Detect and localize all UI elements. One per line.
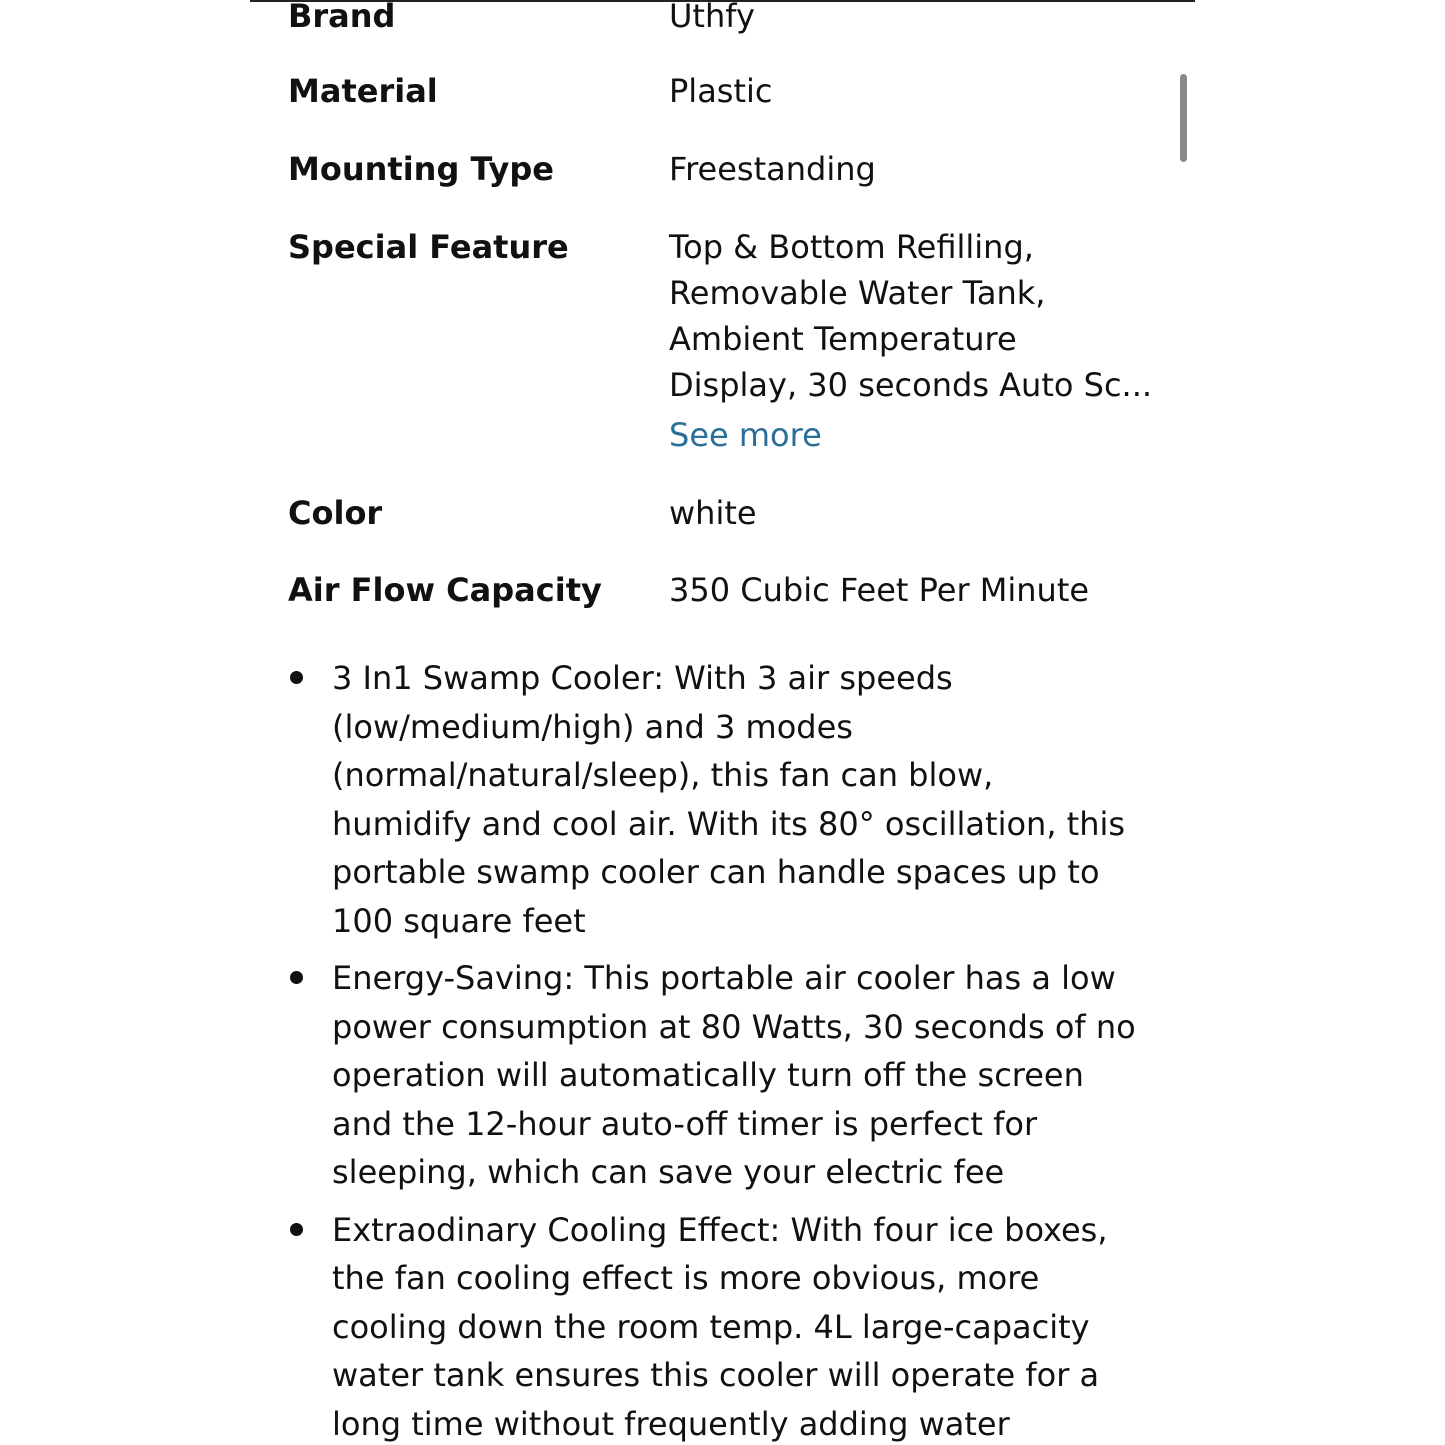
spec-label-brand: Brand bbox=[288, 0, 396, 35]
spec-value-color: white bbox=[669, 494, 757, 532]
spec-label-special-feature: Special Feature bbox=[288, 228, 569, 266]
bullet-line: cooling down the room temp. 4L large-capacity bbox=[332, 1307, 1090, 1346]
special-feature-line: Display, 30 seconds Auto Sc... bbox=[669, 366, 1153, 404]
bullet-line: Extraodinary Cooling Effect: With four ice boxes, bbox=[332, 1210, 1108, 1249]
spec-value-air-flow-capacity: 350 Cubic Feet Per Minute bbox=[669, 571, 1090, 609]
bullet-line: operation will automatically turn off the screen bbox=[332, 1056, 1084, 1094]
bullet-dot-icon bbox=[290, 971, 303, 984]
feature-bullet bbox=[288, 1206, 1168, 1445]
bullet-line: 100 square feet bbox=[332, 901, 586, 940]
bullet-line: portable swamp cooler can handle spaces up to bbox=[332, 853, 1100, 891]
spec-value-mounting-type: Freestanding bbox=[669, 150, 876, 188]
special-feature-line: Top & Bottom Refilling, bbox=[669, 228, 1034, 266]
bullet-line: long time without frequently adding water bbox=[332, 1404, 1010, 1443]
spec-value-special-feature bbox=[669, 224, 1169, 458]
bullet-line: 3 In1 Swamp Cooler: With 3 air speeds bbox=[332, 659, 953, 697]
feature-bullet bbox=[288, 654, 1168, 945]
bullet-line: and the 12-hour auto-off timer is perfect for bbox=[332, 1104, 1038, 1143]
spec-value-brand: Uthfy bbox=[669, 0, 755, 35]
spec-label-mounting-type: Mounting Type bbox=[288, 150, 554, 188]
feature-bullet-list bbox=[288, 654, 1168, 1445]
bullet-line: (low/medium/high) and 3 modes bbox=[332, 707, 853, 746]
spec-label-color: Color bbox=[288, 494, 383, 532]
bullet-line: water tank ensures this cooler will operate for a bbox=[332, 1356, 1100, 1394]
bullet-dot-icon bbox=[290, 1223, 303, 1236]
bullet-line: the fan cooling effect is more obvious, more bbox=[332, 1259, 1040, 1297]
scrollbar-thumb[interactable] bbox=[1180, 74, 1187, 162]
bullet-line: Energy-Saving: This portable air cooler has a low bbox=[332, 959, 1116, 997]
bullet-dot-icon bbox=[290, 671, 303, 684]
bullet-line: humidify and cool air. With its 80° oscillation, this bbox=[332, 804, 1126, 843]
spec-label-air-flow-capacity: Air Flow Capacity bbox=[288, 571, 602, 609]
spec-label-material: Material bbox=[288, 72, 438, 110]
bullet-line: (normal/natural/sleep), this fan can blow, bbox=[332, 756, 994, 794]
see-more-link[interactable]: See more bbox=[669, 416, 822, 454]
special-feature-line: Removable Water Tank, bbox=[669, 274, 1046, 312]
spec-value-material: Plastic bbox=[669, 72, 773, 110]
special-feature-line: Ambient Temperature bbox=[669, 320, 1017, 358]
feature-bullet bbox=[288, 954, 1168, 1197]
bullet-line: power consumption at 80 Watts, 30 seconds of no bbox=[332, 1007, 1136, 1046]
bullet-line: sleeping, which can save your electric fee bbox=[332, 1153, 1005, 1191]
